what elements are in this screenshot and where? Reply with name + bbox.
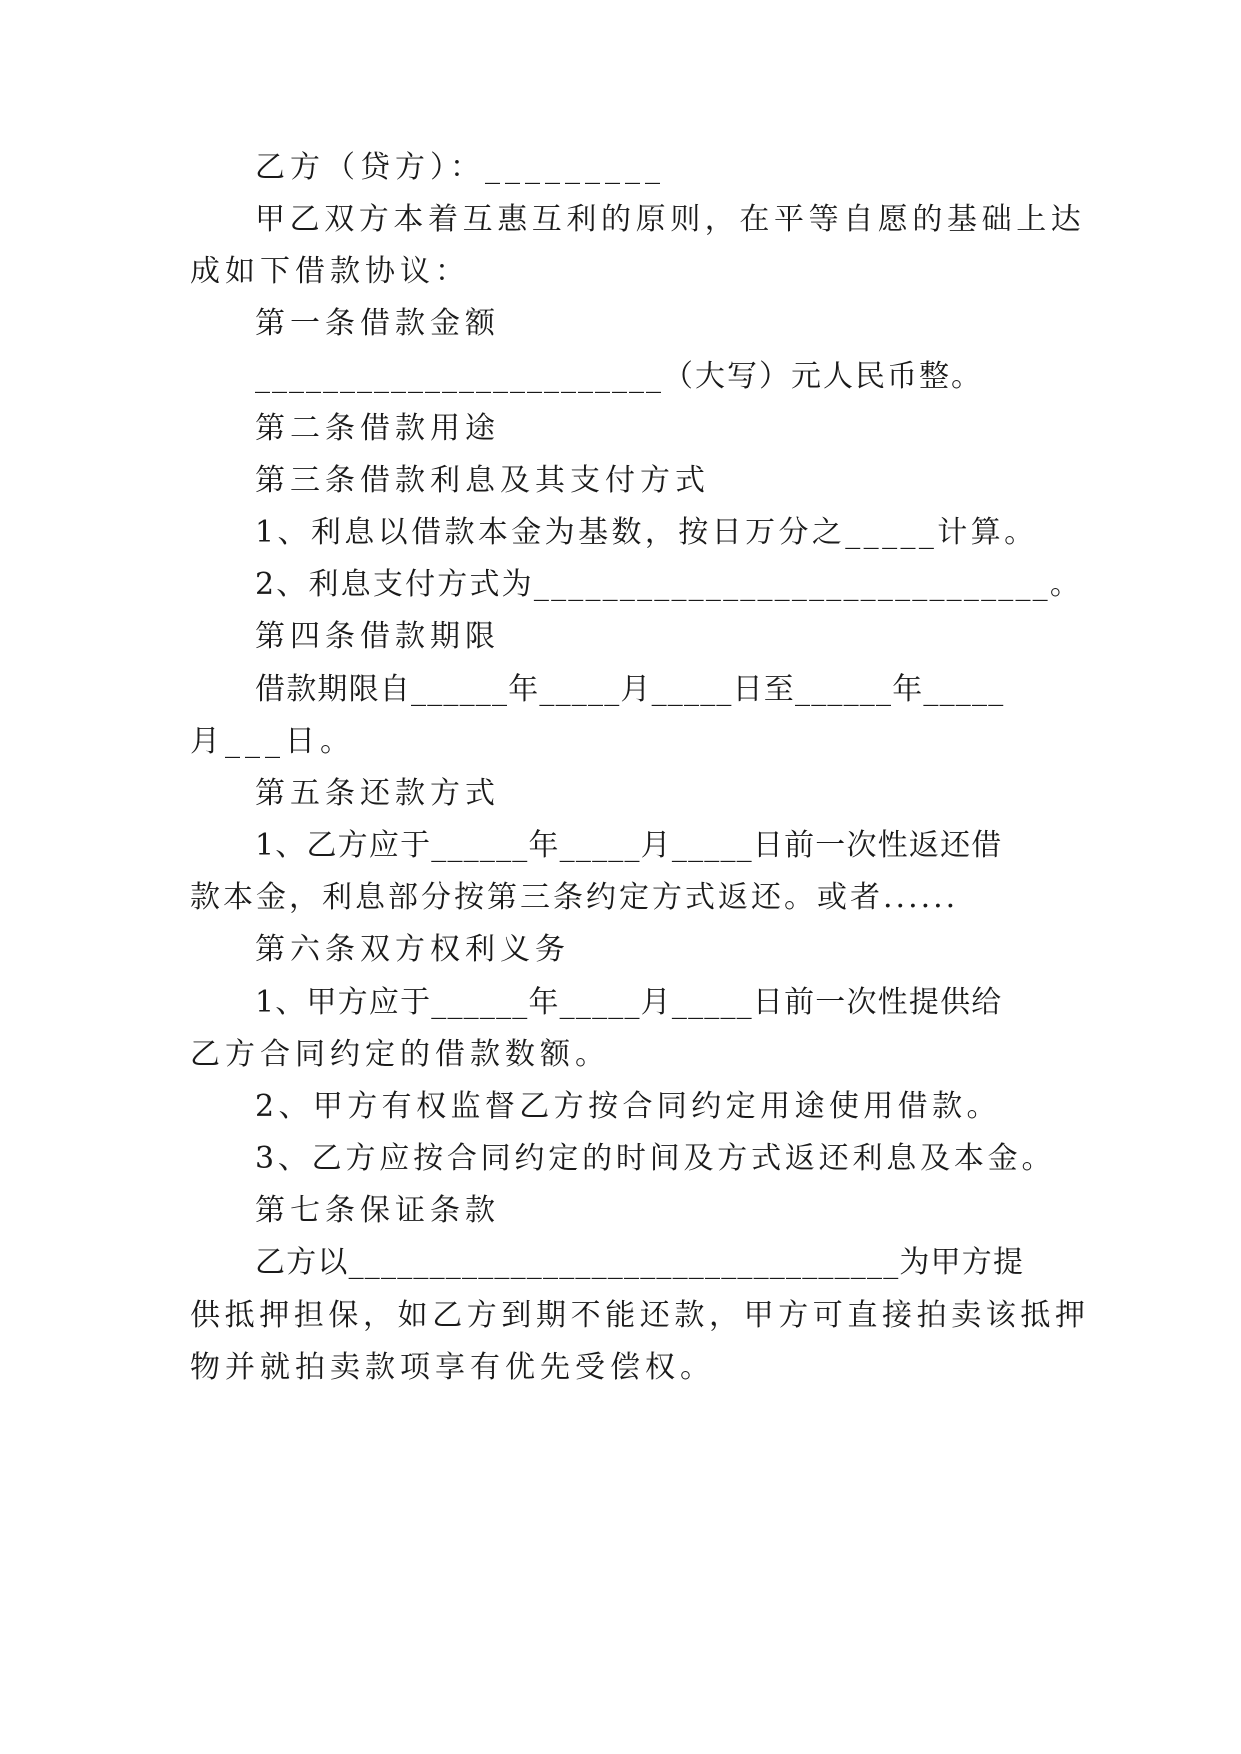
article-5-item-1-line-2: 款本金，利息部分按第三条约定方式返还。或者...... [190, 880, 959, 915]
article-4-term-line-2: 月___日。 [190, 724, 355, 759]
article-2-heading: 第二条借款用途 [255, 411, 500, 446]
article-6-heading: 第六条双方权利义务 [255, 932, 570, 967]
article-6-item-1-line-2: 乙方合同约定的借款数额。 [190, 1037, 610, 1072]
article-1-amount-line: ________________________（大写）元人民币整。 [255, 359, 983, 394]
article-4-heading: 第四条借款期限 [255, 619, 500, 654]
article-6-item-3: 3、乙方应按合同约定的时间及方式返还利息及本金。 [255, 1141, 1056, 1176]
article-7-heading: 第七条保证条款 [255, 1193, 500, 1228]
article-3-item-2: 2、利息支付方式为______________________________。 [255, 567, 1083, 602]
article-7-line-3: 物并就拍卖款项享有优先受偿权。 [190, 1350, 715, 1385]
article-3-item-1: 1、利息以借款本金为基数，按日万分之_____计算。 [255, 515, 1038, 550]
article-4-term-line-1: 借款期限自______年_____月_____日至______年_____ [255, 672, 1005, 707]
article-7-line-1: 乙方以__________________________________为甲方提 [255, 1245, 1025, 1280]
preamble-line-2: 成如下借款协议： [190, 254, 470, 289]
article-5-item-1-line-1: 1、乙方应于______年_____月_____日前一次性返还借 [255, 828, 1003, 863]
preamble-line-1: 甲乙双方本着互惠互利的原则，在平等自愿的基础上达 [255, 202, 1086, 237]
article-7-line-2: 供抵押担保，如乙方到期不能还款，甲方可直接拍卖该抵押 [190, 1298, 1090, 1333]
article-6-item-1-line-1: 1、甲方应于______年_____月_____日前一次性提供给 [255, 985, 1003, 1020]
article-5-heading: 第五条还款方式 [255, 776, 500, 811]
article-3-heading: 第三条借款利息及其支付方式 [255, 463, 710, 498]
article-6-item-2: 2、甲方有权监督乙方按合同约定用途使用借款。 [255, 1089, 1001, 1124]
party-b-line: 乙方（贷方）：_________ [255, 150, 665, 185]
article-1-heading: 第一条借款金额 [255, 306, 500, 341]
